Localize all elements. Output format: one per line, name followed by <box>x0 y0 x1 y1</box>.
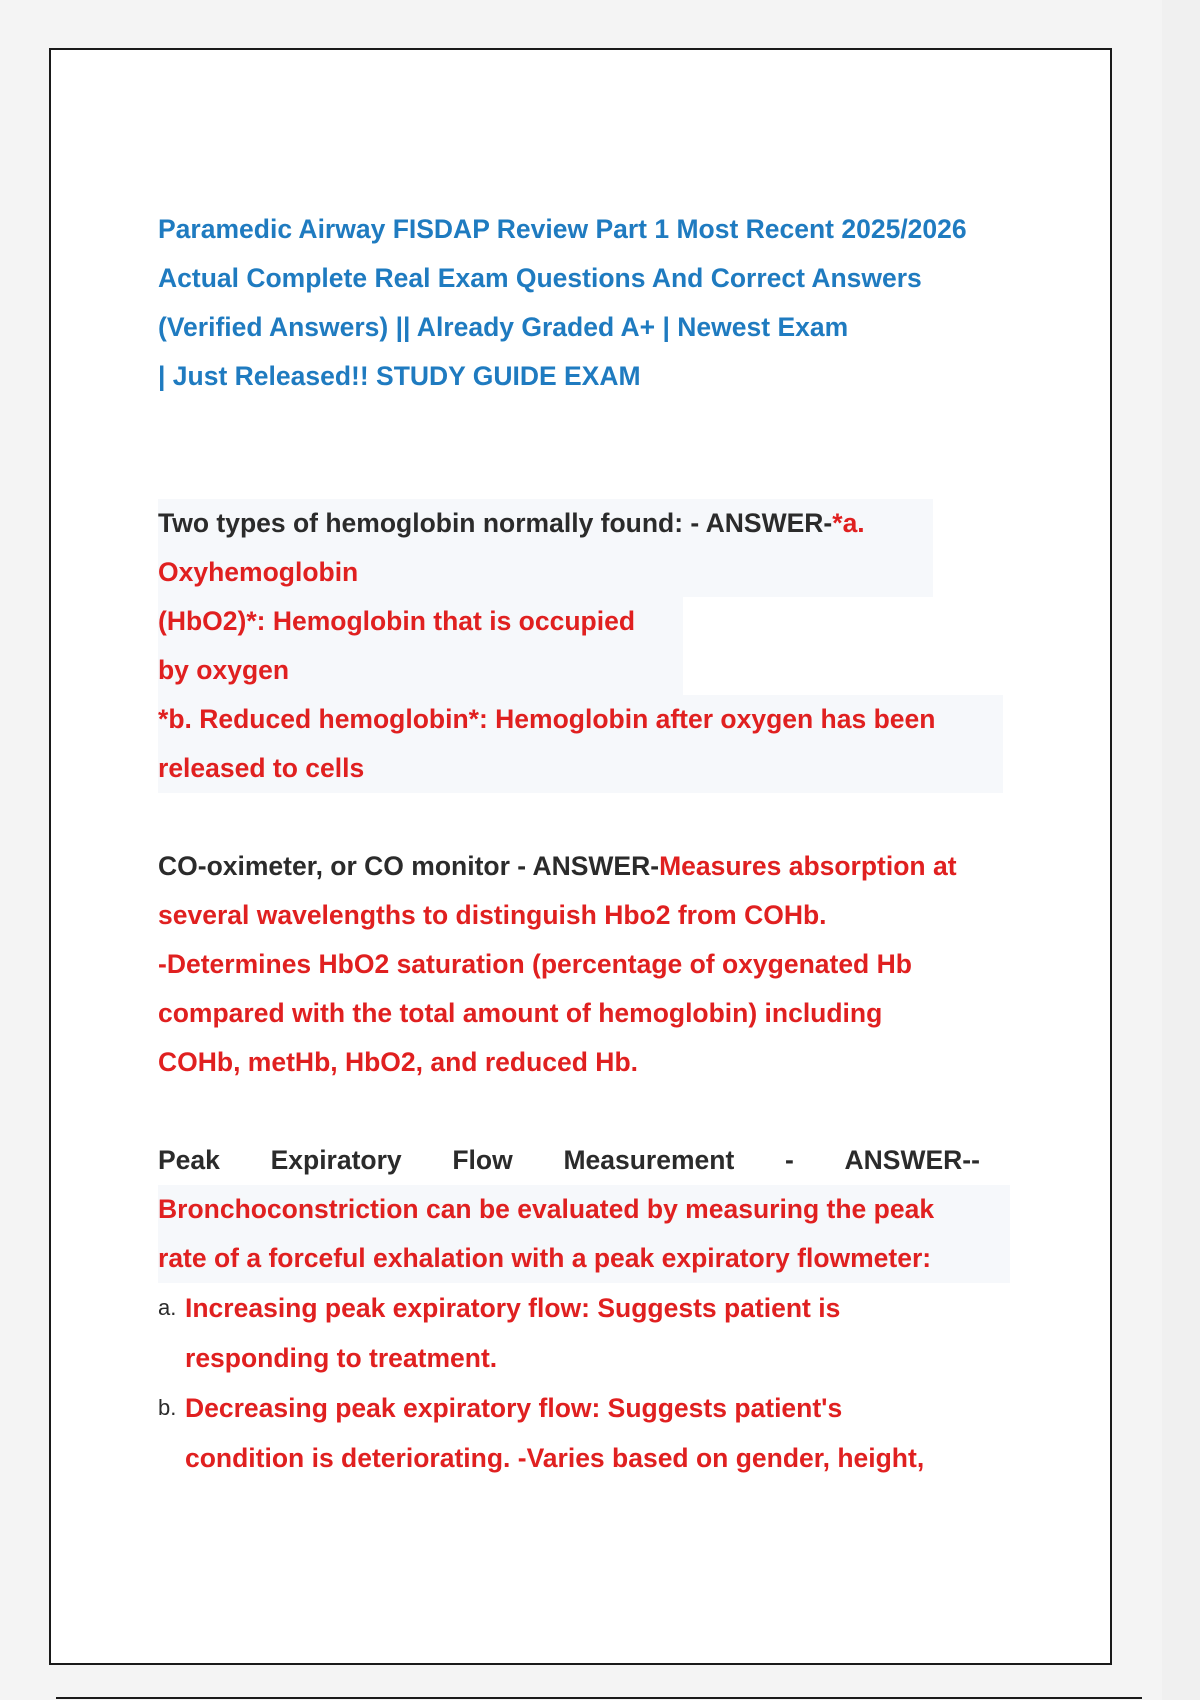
answer-text: *a. <box>832 508 865 538</box>
answer-line: compared with the total amount of hemoglobin) including <box>158 998 883 1028</box>
question-word: - <box>784 1145 794 1175</box>
question-word: Flow <box>452 1145 513 1175</box>
question-word: Peak <box>158 1145 220 1175</box>
question-text: CO-oximeter, or CO monitor - ANSWER- <box>158 851 660 881</box>
answer-line: (HbO2)*: Hemoglobin that is occupied <box>158 597 683 646</box>
question-word: Expiratory <box>270 1145 402 1175</box>
list-item-body <box>185 1283 1028 1383</box>
question-text: Two types of hemoglobin normally found: - ANSWER- <box>158 508 833 538</box>
answer-line: Oxyhemoglobin <box>158 548 933 597</box>
question-text <box>158 1136 980 1185</box>
title-line: Paramedic Airway FISDAP Review Part 1 Most Recent 2025/2026 <box>158 214 967 244</box>
list-item <box>158 1283 1028 1383</box>
document-title <box>158 205 1028 401</box>
answer-line: Decreasing peak expiratory flow: Suggests patient's <box>185 1393 843 1423</box>
answer-line: COHb, metHb, HbO2, and reduced Hb. <box>158 1047 638 1077</box>
answer-line: Bronchoconstriction can be evaluated by measuring the peak <box>158 1185 1010 1234</box>
question-word: Measurement <box>563 1145 735 1175</box>
qa-first-line <box>158 499 933 548</box>
list-marker: b. <box>158 1395 177 1420</box>
title-line: | Just Released!! STUDY GUIDE EXAM <box>158 361 641 391</box>
answer-line: *b. Reduced hemoglobin*: Hemoglobin after oxygen has been <box>158 695 1003 744</box>
answer-line: by oxygen <box>158 646 683 695</box>
qa-co-oximeter <box>158 842 1028 1087</box>
page-bottom-rule <box>56 1697 1142 1699</box>
answer-line: several wavelengths to distinguish Hbo2 from COHb. <box>158 900 827 930</box>
answer-line: condition is deteriorating. -Varies based on gender, height, <box>185 1443 925 1473</box>
question-word: ANSWER-- <box>844 1145 980 1175</box>
list-marker: a. <box>158 1295 177 1320</box>
title-line: Actual Complete Real Exam Questions And Correct Answers <box>158 263 922 293</box>
answer-text: Measures absorption at <box>659 851 957 881</box>
list-item-body <box>185 1383 1028 1483</box>
answer-line: rate of a forceful exhalation with a peak expiratory flowmeter: <box>158 1234 1010 1283</box>
answer-line: released to cells <box>158 744 1003 793</box>
qa-hemoglobin-types <box>158 499 1028 793</box>
list-item <box>158 1383 1028 1483</box>
title-line: (Verified Answers) || Already Graded A+ | Newest Exam <box>158 312 849 342</box>
qa-peak-expiratory-flow <box>158 1136 1028 1483</box>
document-content <box>158 205 1028 1483</box>
answer-line: -Determines HbO2 saturation (percentage of oxygenated Hb <box>158 949 912 979</box>
qa-first-line <box>158 842 1028 891</box>
answer-line: Increasing peak expiratory flow: Suggests patient is <box>185 1293 841 1323</box>
answer-line: responding to treatment. <box>185 1343 498 1373</box>
